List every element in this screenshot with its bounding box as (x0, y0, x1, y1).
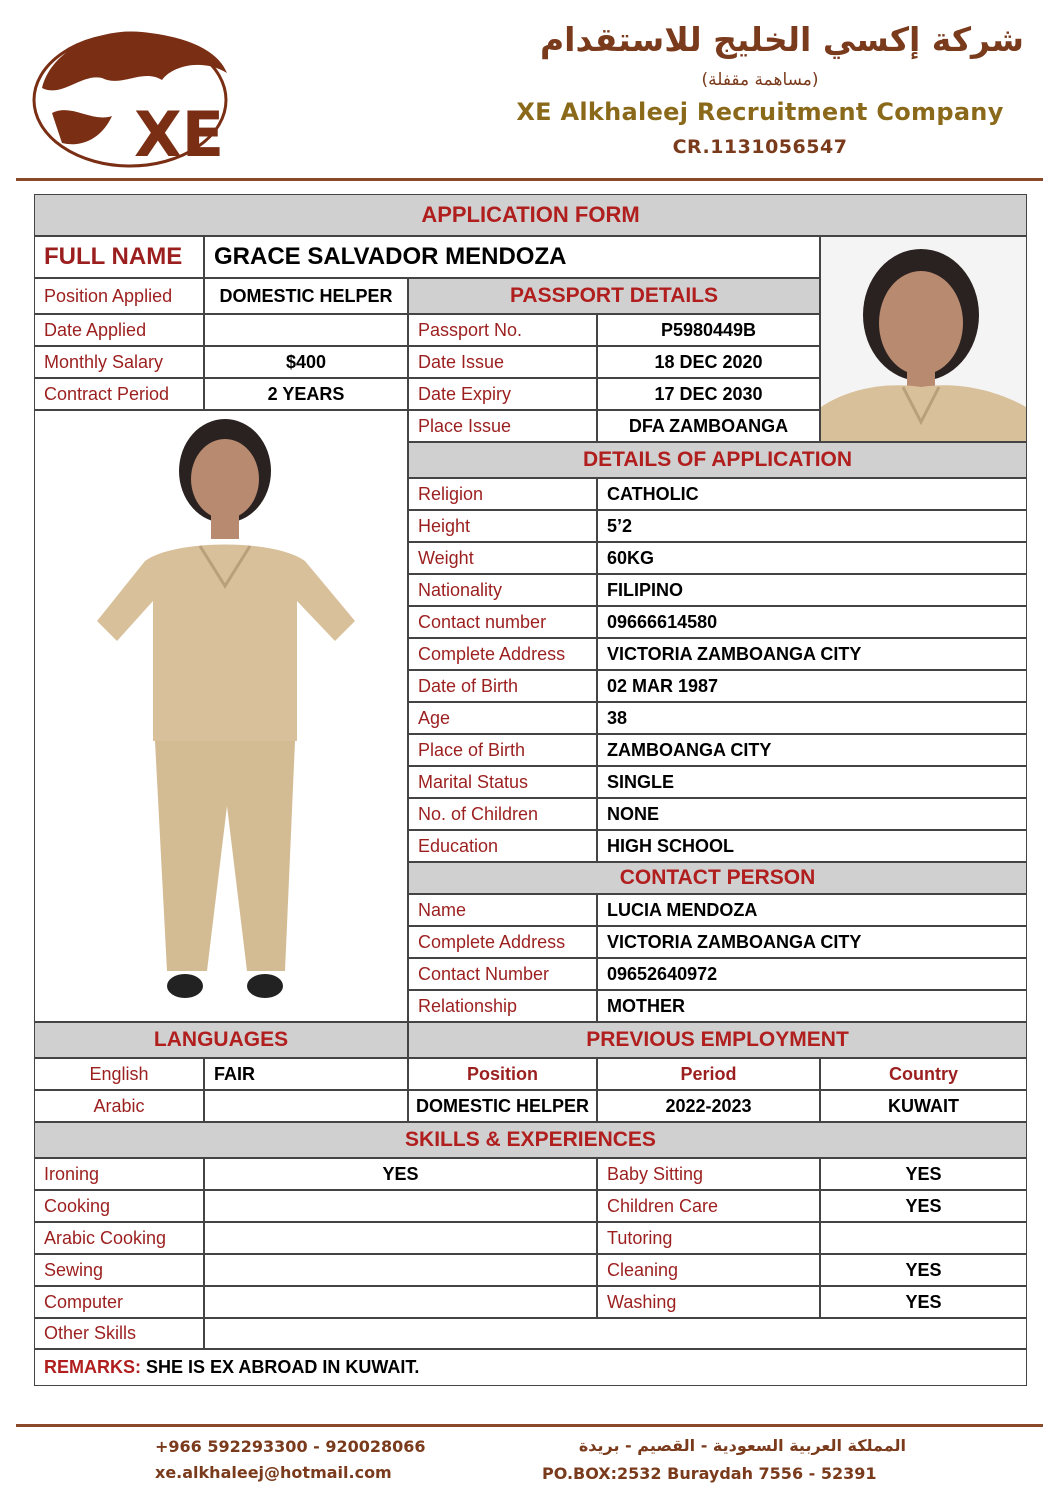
skill-label: Arabic Cooking (34, 1222, 204, 1254)
skill-label: Washing (597, 1286, 820, 1318)
contact-label: Contact Number (408, 958, 597, 990)
basic-label: Monthly Salary (34, 346, 204, 378)
passport-label: Date Issue (408, 346, 597, 378)
skill-label: Cooking (34, 1190, 204, 1222)
skill-value (204, 1254, 597, 1286)
application-form (34, 194, 1027, 1386)
detail-value: NONE (597, 798, 1027, 830)
skill-label: Cleaning (597, 1254, 820, 1286)
detail-label: Nationality (408, 574, 597, 606)
detail-label: No. of Children (408, 798, 597, 830)
detail-label: Contact number (408, 606, 597, 638)
skill-label: Children Care (597, 1190, 820, 1222)
detail-value: ZAMBOANGA CITY (597, 734, 1027, 766)
skill-value: YES (820, 1254, 1027, 1286)
contact-label: Name (408, 894, 597, 926)
footer-address-arabic: المملكة العربية السعودية - القصيم - بريدة (578, 1436, 906, 1455)
passport-label: Date Expiry (408, 378, 597, 410)
basic-label: Contract Period (34, 378, 204, 410)
passport-value: 17 DEC 2030 (597, 378, 820, 410)
detail-value: FILIPINO (597, 574, 1027, 606)
remarks-label: REMARKS: (44, 1357, 141, 1377)
skill-value (204, 1222, 597, 1254)
detail-label: Height (408, 510, 597, 542)
company-logo (22, 18, 262, 168)
employment-period: 2022-2023 (597, 1090, 820, 1122)
footer-phone: +966 592293300 - 920028066 (155, 1437, 426, 1456)
applicant-full-body-photo (34, 410, 408, 1022)
detail-value: 02 MAR 1987 (597, 670, 1027, 702)
full-name-label: FULL NAME (34, 236, 204, 278)
passport-value: P5980449B (597, 314, 820, 346)
skills-section-title: SKILLS & EXPERIENCES (34, 1122, 1027, 1158)
footer-divider (16, 1424, 1043, 1427)
skill-label: Sewing (34, 1254, 204, 1286)
company-name-english: XE Alkhaleej Recruitment Company (516, 98, 1004, 126)
skill-value: YES (820, 1190, 1027, 1222)
employment-header-position: Position (408, 1058, 597, 1090)
skill-value: YES (204, 1158, 597, 1190)
detail-label: Education (408, 830, 597, 862)
detail-value: HIGH SCHOOL (597, 830, 1027, 862)
detail-value: SINGLE (597, 766, 1027, 798)
detail-value: 09666614580 (597, 606, 1027, 638)
basic-label: Date Applied (34, 314, 204, 346)
employment-country: KUWAIT (820, 1090, 1027, 1122)
contact-value: 09652640972 (597, 958, 1027, 990)
passport-section-title: PASSPORT DETAILS (408, 278, 820, 314)
contact-label: Complete Address (408, 926, 597, 958)
detail-label: Marital Status (408, 766, 597, 798)
contact-value: MOTHER (597, 990, 1027, 1022)
language-level: FAIR (204, 1058, 408, 1090)
form-title: APPLICATION FORM (34, 194, 1027, 236)
employment-header-country: Country (820, 1058, 1027, 1090)
skill-label: Ironing (34, 1158, 204, 1190)
company-name-arabic: شركة إكسي الخليج للاستقدام (539, 20, 1024, 59)
languages-section-title: LANGUAGES (34, 1022, 408, 1058)
remarks-row (34, 1349, 1027, 1386)
language-level (204, 1090, 408, 1122)
passport-value: DFA ZAMBOANGA (597, 410, 820, 442)
language-name: Arabic (34, 1090, 204, 1122)
basic-value: $400 (204, 346, 408, 378)
basic-value (204, 314, 408, 346)
logo-text: XE (134, 98, 225, 168)
contact-value: VICTORIA ZAMBOANGA CITY (597, 926, 1027, 958)
skill-label: Tutoring (597, 1222, 820, 1254)
employment-header-period: Period (597, 1058, 820, 1090)
detail-label: Religion (408, 478, 597, 510)
employment-position: DOMESTIC HELPER (408, 1090, 597, 1122)
contact-value: LUCIA MENDOZA (597, 894, 1027, 926)
detail-value: VICTORIA ZAMBOANGA CITY (597, 638, 1027, 670)
detail-label: Place of Birth (408, 734, 597, 766)
passport-label: Passport No. (408, 314, 597, 346)
details-section-title: DETAILS OF APPLICATION (408, 442, 1027, 478)
detail-value: 5’2 (597, 510, 1027, 542)
basic-value: 2 YEARS (204, 378, 408, 410)
skill-value: YES (820, 1286, 1027, 1318)
detail-value: 60KG (597, 542, 1027, 574)
skill-label: Computer (34, 1286, 204, 1318)
skill-value (820, 1222, 1027, 1254)
language-name: English (34, 1058, 204, 1090)
commercial-registration: CR.1131056547 (672, 136, 848, 158)
employment-section-title: PREVIOUS EMPLOYMENT (408, 1022, 1027, 1058)
header-divider (16, 178, 1043, 181)
detail-label: Weight (408, 542, 597, 574)
footer-pobox: PO.BOX:2532 Buraydah 7556 - 52391 (542, 1464, 877, 1483)
applicant-headshot-photo (820, 236, 1027, 442)
detail-value: CATHOLIC (597, 478, 1027, 510)
company-type-arabic: (مساهمة مقفلة) (701, 70, 819, 90)
skill-label: Baby Sitting (597, 1158, 820, 1190)
basic-value: DOMESTIC HELPER (204, 278, 408, 314)
contact-label: Relationship (408, 990, 597, 1022)
full-name-value: GRACE SALVADOR MENDOZA (204, 236, 820, 278)
passport-label: Place Issue (408, 410, 597, 442)
skill-value: YES (820, 1158, 1027, 1190)
basic-label: Position Applied (34, 278, 204, 314)
detail-label: Age (408, 702, 597, 734)
detail-value: 38 (597, 702, 1027, 734)
skill-value (204, 1286, 597, 1318)
skill-value (204, 1190, 597, 1222)
detail-label: Complete Address (408, 638, 597, 670)
detail-label: Date of Birth (408, 670, 597, 702)
other-skills-label: Other Skills (34, 1318, 204, 1349)
footer-email: xe.alkhaleej@hotmail.com (155, 1463, 392, 1482)
contact-section-title: CONTACT PERSON (408, 862, 1027, 894)
remarks-value: SHE IS EX ABROAD IN KUWAIT. (146, 1357, 420, 1377)
passport-value: 18 DEC 2020 (597, 346, 820, 378)
other-skills-value (204, 1318, 1027, 1349)
